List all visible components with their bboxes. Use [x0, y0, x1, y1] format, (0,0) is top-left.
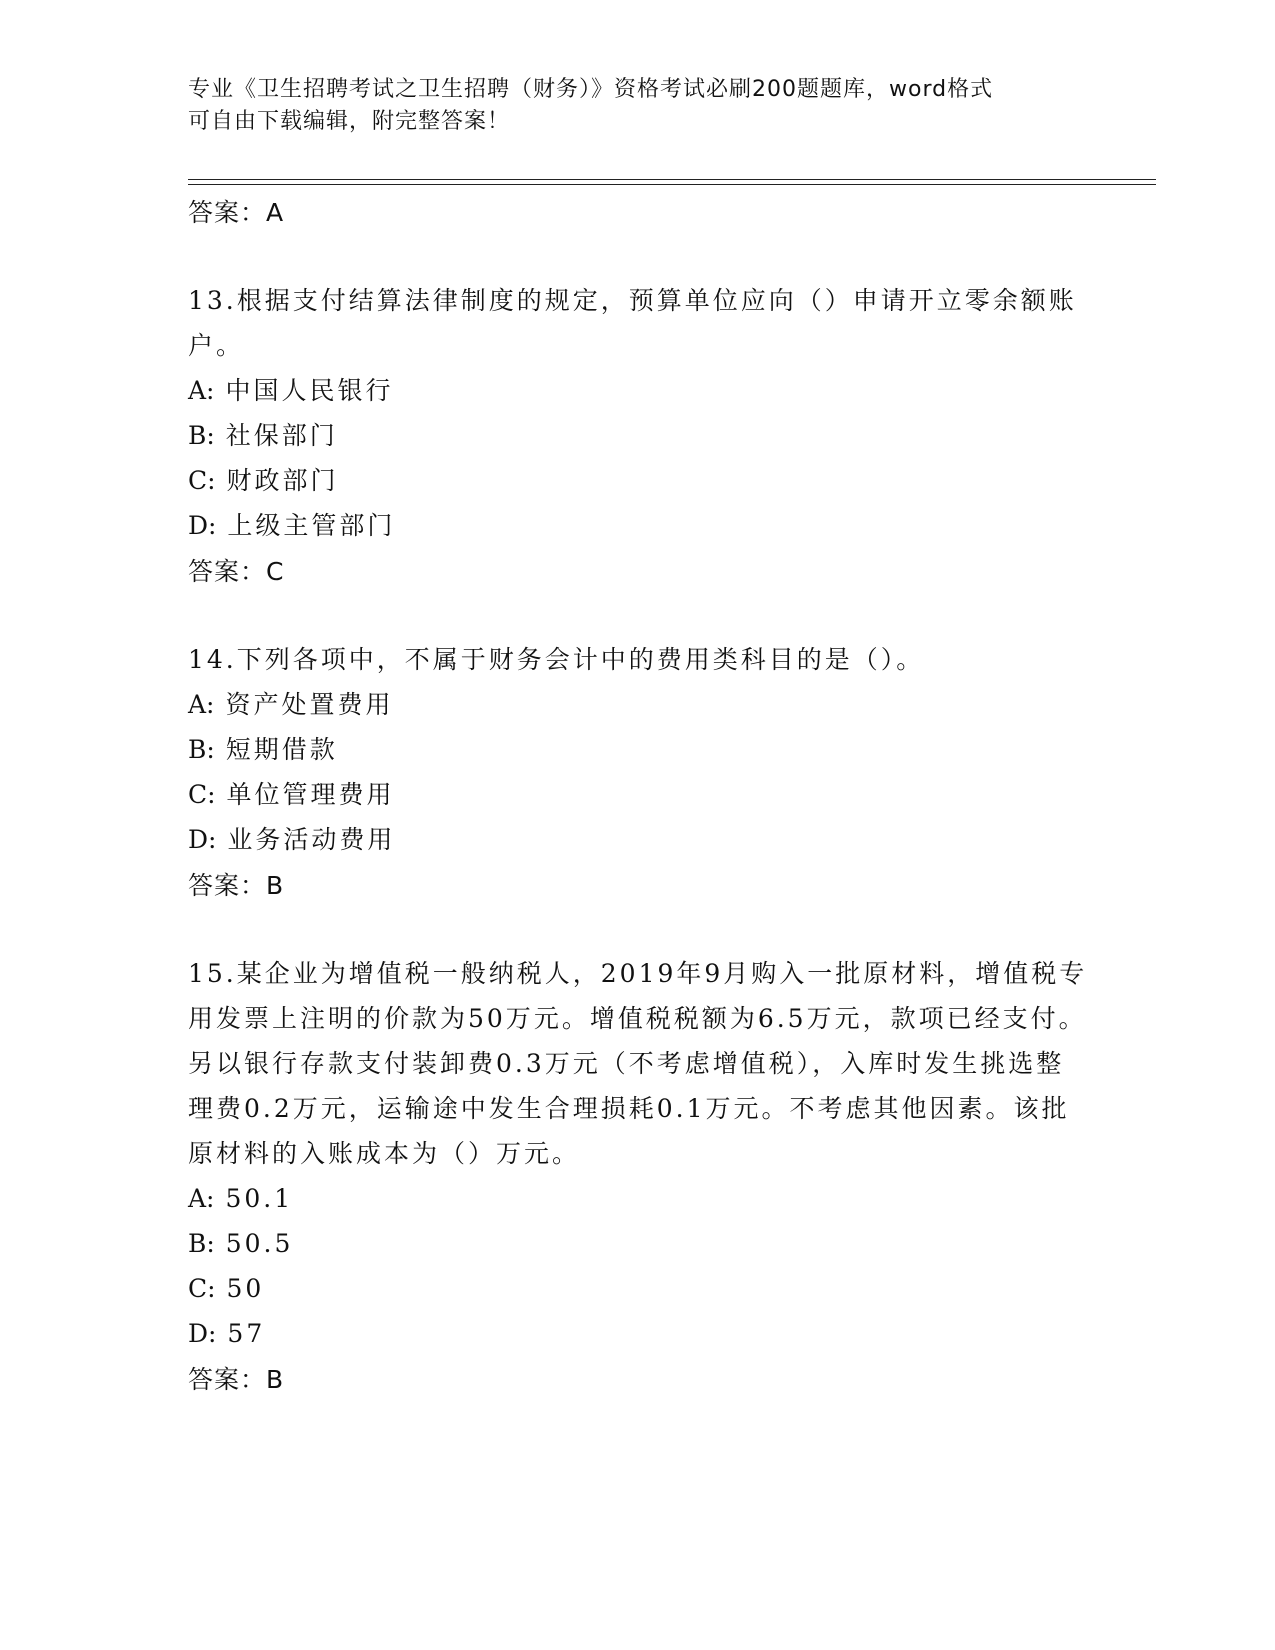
option-letter: B:	[188, 735, 215, 764]
option-text: 50.5	[225, 1229, 294, 1258]
answer-label: 答案：C	[188, 557, 285, 586]
option-text: 短期借款	[225, 735, 338, 764]
answer-label: 答案：B	[188, 871, 285, 900]
header-line-1: 专业《卫生招聘考试之卫生招聘（财务）》资格考试必刷200题题库，word格式	[188, 77, 994, 102]
option-text: 资产处置费用	[225, 690, 394, 719]
option-letter: B:	[188, 1229, 215, 1258]
answer-label: 答案：B	[188, 1365, 285, 1394]
question-15	[188, 951, 1088, 1403]
option-letter: A:	[188, 376, 215, 405]
option-c	[188, 1266, 1088, 1311]
document-header	[188, 74, 1068, 138]
option-letter: D:	[188, 511, 217, 540]
option-d	[188, 1311, 1088, 1356]
header-line-2: 可自由下载编辑，附完整答案！	[188, 109, 511, 134]
option-letter: D:	[188, 825, 217, 854]
option-a	[188, 1176, 1088, 1221]
option-text: 中国人民银行	[225, 376, 394, 405]
question-stem: 14.下列各项中，不属于财务会计中的费用类科目的是（）。	[188, 645, 925, 674]
header-divider-bottom	[188, 184, 1156, 185]
option-letter: D:	[188, 1319, 217, 1348]
header-divider-top	[188, 179, 1156, 180]
option-b	[188, 727, 1088, 772]
option-letter: A:	[188, 1184, 215, 1213]
option-letter: C:	[188, 466, 216, 495]
option-b	[188, 413, 1088, 458]
question-14	[188, 637, 1088, 909]
option-c	[188, 458, 1088, 503]
option-d	[188, 503, 1088, 548]
previous-answer: 答案：A	[188, 198, 285, 227]
option-b	[188, 1221, 1088, 1266]
question-stem: 13.根据支付结算法律制度的规定，预算单位应向（）申请开立零余额账户。	[188, 286, 1077, 360]
option-a	[188, 682, 1088, 727]
option-letter: A:	[188, 690, 215, 719]
question-stem: 15.某企业为增值税一般纳税人，2019年9月购入一批原材料，增值税专用发票上注明的价款为50万元。增值税税额为6.5万元，款项已经支付。另以银行存款支付装卸费0.3万元（不考虑增值税），入库时发生挑选整理费0.2万元，运输途中发生合理损耗0.1万元。不考虑其他因素。该批原材料的入账成本为（）万元。	[188, 959, 1088, 1168]
option-text: 财政部门	[226, 466, 339, 495]
option-text: 57	[227, 1319, 266, 1348]
option-text: 50	[226, 1274, 265, 1303]
option-a	[188, 368, 1088, 413]
option-text: 上级主管部门	[227, 511, 396, 540]
option-text: 50.1	[225, 1184, 294, 1213]
option-text: 单位管理费用	[226, 780, 395, 809]
option-c	[188, 772, 1088, 817]
option-d	[188, 817, 1088, 862]
question-list	[188, 190, 1088, 1403]
option-letter: B:	[188, 421, 215, 450]
option-text: 社保部门	[225, 421, 338, 450]
option-letter: C:	[188, 780, 216, 809]
question-13	[188, 278, 1088, 595]
option-letter: C:	[188, 1274, 216, 1303]
option-text: 业务活动费用	[227, 825, 396, 854]
